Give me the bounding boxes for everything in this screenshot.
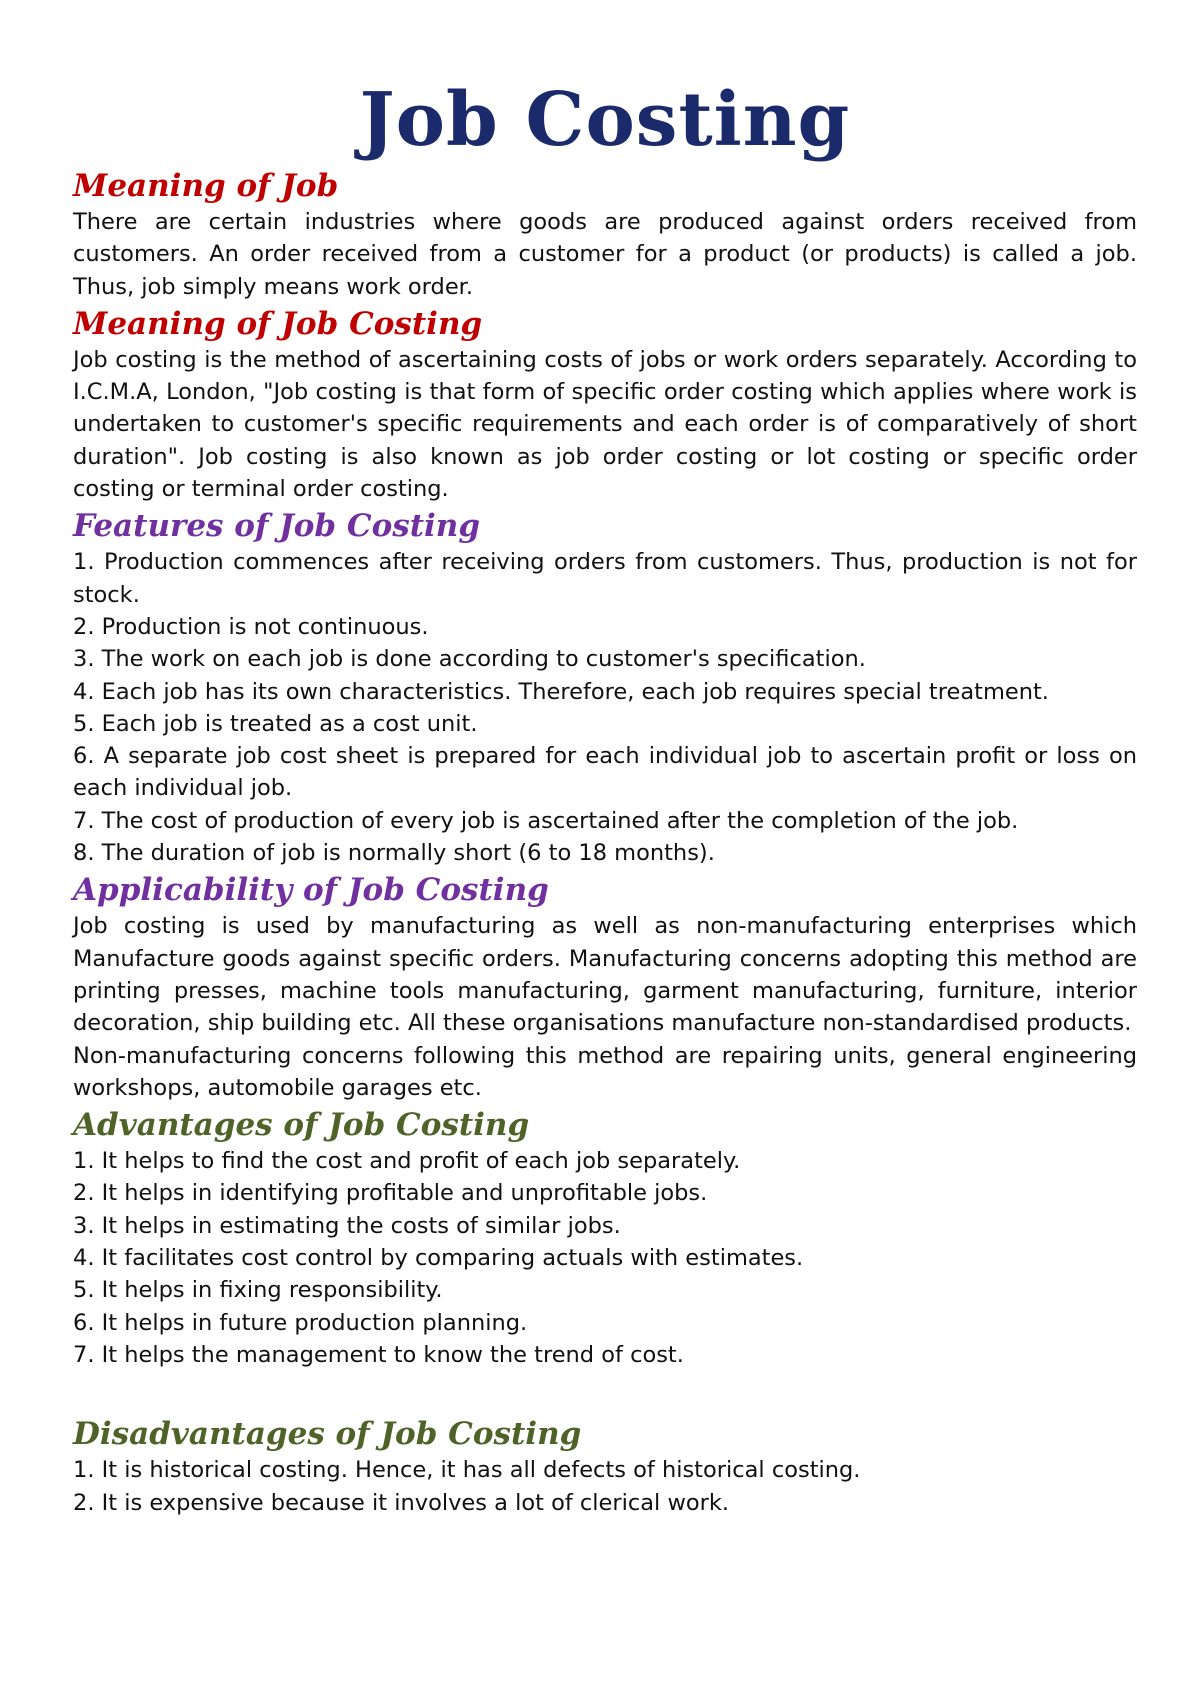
document-page (73, 72, 1137, 1519)
list-item: 7. It helps the management to know the trend of cost. (73, 1341, 684, 1368)
heading-advantages: Advantages of Job Costing (73, 1107, 530, 1144)
list-item: 6. A separate job cost sheet is prepared for each individual job to ascertain profit or loss on each individual job. (73, 743, 1137, 802)
list-item: 1. It is historical costing. Hence, it has all defects of historical costing. (73, 1457, 861, 1484)
advantages-list (73, 1145, 1137, 1371)
list-item: 3. It helps in estimating the costs of similar jobs. (73, 1212, 621, 1239)
disadvantages-list (73, 1454, 1137, 1519)
list-item: 1. Production commences after receiving orders from customers. Thus, production is not for stock. (73, 549, 1137, 608)
blank-line (73, 1371, 1137, 1414)
list-item: 4. It facilitates cost control by comparing actuals with estimates. (73, 1245, 804, 1272)
heading-meaning-of-job: Meaning of Job (73, 168, 339, 204)
heading-applicability: Applicability of Job Costing (73, 872, 549, 909)
list-item: 5. It helps in fixing responsibility. (73, 1277, 443, 1304)
meaning-of-job-text: There are certain industries where goods are produced against orders received from customers. An order received from a customer for a product (or products) is called a job. Thus, job simply means work order. (73, 209, 1137, 300)
list-item: 8. The duration of job is normally short (6 to 18 months). (73, 840, 715, 867)
list-item: 6. It helps in future production planning. (73, 1309, 528, 1336)
heading-features: Features of Job Costing (73, 508, 481, 545)
applicability-text-1: Job costing is used by manufacturing as well as non-manufacturing enterprises which Manufacture goods against specific orders. Manufacturing concerns adopting this method are printing presses, machine tools manufacturing, garment manufacturing, furniture, interior decoration, ship building etc. All these organisations manufacture non-standardised products. (73, 913, 1137, 1037)
list-item: 2. It helps in identifying profitable and unprofitable jobs. (73, 1180, 708, 1207)
list-item: 1. It helps to find the cost and profit of each job separately. (73, 1148, 741, 1175)
meaning-of-job-costing-text: Job costing is the method of ascertaining costs of jobs or work orders separately. According to I.C.M.A, London, "Job costing is that form of specific order costing which applies where work is undertaken to customer's specific requirements and each order is of comparatively of short duration". Job costing is also known as job order costing or lot costing or specific order costing or terminal order costing. (73, 346, 1137, 503)
list-item: 3. The work on each job is done according to customer's specification. (73, 646, 866, 673)
list-item: 2. Production is not continuous. (73, 613, 429, 640)
features-list (73, 546, 1137, 869)
applicability-text-2: Non-manufacturing concerns following this method are repairing units, general engineering workshops, automobile garages etc. (73, 1042, 1137, 1101)
list-item: 7. The cost of production of every job is ascertained after the completion of the job. (73, 807, 1019, 834)
list-item: 2. It is expensive because it involves a lot of clerical work. (73, 1489, 730, 1516)
heading-disadvantages: Disadvantages of Job Costing (73, 1416, 582, 1453)
list-item: 5. Each job is treated as a cost unit. (73, 710, 478, 737)
list-item: 4. Each job has its own characteristics. Therefore, each job requires special treatment. (73, 678, 1049, 705)
page-title: Job Costing (359, 77, 851, 163)
heading-meaning-of-job-costing: Meaning of Job Costing (73, 305, 483, 342)
